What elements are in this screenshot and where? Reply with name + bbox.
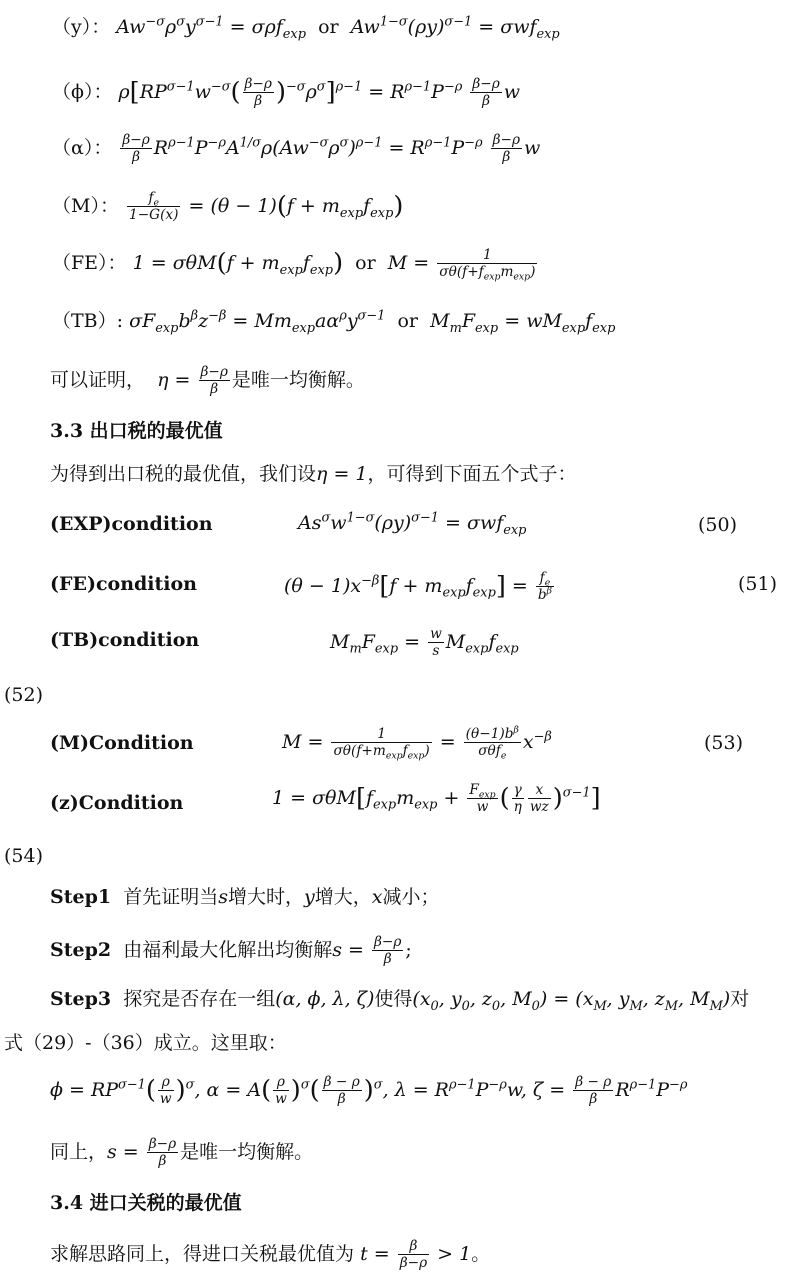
condition-z-equation: $1 = \sigma\theta M[f_{exp}m_{exp}$ + $\frac{F_{exp}}{w}$ ( $\frac{\gamma}{\eta}$ $\frac{x}{wz}$ )$^{\sigma-1}$] [272, 782, 601, 816]
eq-label-phi: （ϕ）： [52, 80, 113, 103]
equation-M: （M）： $\frac{f_e}{1-G(x)}$ = $(\theta - 1)(f + m_{exp}f_{exp})$ [52, 190, 404, 224]
eq-number-54: (54) [4, 845, 44, 867]
condition-tb-equation: $M_mF_{exp}$ = $\frac{w}{s}$ $M_{exp}f_{exp}$ [330, 626, 519, 660]
condition-fe-equation: $(\theta - 1)x^{-\beta}[f + m_{exp}f_{exp}]$ = $\frac{f_e}{b^\beta}$ [284, 570, 553, 604]
eq-label-M: （M）： [52, 194, 119, 217]
condition-m-equation: M = $\frac{1}{\sigma\theta(f+m_{exp}f_{exp})}$ = $\frac{(\theta-1)b^\beta}{\sigma\theta f_e}$ $x^{-\beta}$ [282, 724, 552, 763]
same-line: 同上，s = $\frac{\beta-\rho}{\beta}$ 是唯一均衡解。 [50, 1136, 314, 1170]
step-2: Step2 由福利最大化解出均衡解s = $\frac{\beta-\rho}{\beta}$ ; [50, 934, 412, 968]
step-3-label: Step3 [50, 988, 112, 1010]
eq-number-52: (52) [4, 684, 44, 706]
proof-text-a: 可以证明， [50, 368, 146, 391]
step-2-label: Step2 [50, 938, 112, 961]
section-title-3-4: 3.4 进口关税的最优值 [50, 1192, 242, 1214]
eq-label-TB: （TB）: [52, 310, 124, 332]
equation-y: （y）： $Aw^{-\sigma}\rho^\sigma y^{\sigma-1} = \sigma\rho f_{exp}$ or $Aw^{1-\sigma}(\rho y)^{\sigma-1} = \sigma wf_{exp}$ [52, 14, 560, 42]
section-3-3-intro: 为得到出口税的最优值，我们设η = 1，可得到下面五个式子： [50, 463, 577, 485]
condition-m-label: (M)Condition [50, 732, 194, 754]
eq-number-53: (53) [704, 732, 744, 754]
equation-phi: （ϕ）： $\rho[RP^{\sigma-1}w^{-\sigma}$( $\frac{\beta-\rho}{\beta}$ )$^{-\sigma}\rho^\sigma]^{\rho-1} = R^{\rho-1}P^{-\rho}$ $\frac{\beta-\rho}{\beta}$ w [52, 76, 521, 110]
condition-z-label: (z)Condition [50, 792, 184, 814]
section-title-3-3: 3.3 出口税的最优值 [50, 420, 223, 442]
equation-TB: （TB）: $\sigma F_{exp}b^\beta z^{-\beta} = Mm_{exp}a\alpha^\rho y^{\sigma-1}$ or $M_mF_{exp} = wM_{exp}f_{exp}$ [52, 308, 616, 336]
step-1-label: Step1 [50, 886, 112, 908]
or-text: or [318, 16, 339, 38]
parameter-equation: $\phi = RP^{\sigma-1}$( $\frac{\rho}{w}$ )$^\sigma$, α = A( $\frac{\rho}{w}$ )$^\sigma$( $\frac{\beta - \rho}{\beta}$ )$^\sigma$, $\lambda = R^{\rho-1}P^{-\rho}w$, ζ = $\frac{\beta - \rho}{\beta}$ $R^{\rho-1}P^{-\rho}$ [50, 1074, 688, 1108]
eq-label-FE: （FE）： [52, 251, 127, 274]
section-3-4-text: 求解思路同上，得进口关税最优值为 t = $\frac{\beta}{\beta-\rho}$ > 1。 [50, 1238, 491, 1272]
step-3: Step3 探究是否存在一组(α, ϕ, λ, ζ)使得($x_0$, $y_0$, $z_0$, $M_0) = (x_M$, $y_M$, $z_M$, $M_M$)对 [50, 988, 750, 1014]
eq-label-alpha: （α）： [52, 136, 113, 159]
eq-label-y: （y）： [52, 16, 111, 38]
proof-line: 可以证明， η = $\frac{\beta-\rho}{\beta}$ 是唯一均衡解。 [50, 364, 365, 398]
equation-alpha: （α）： $\frac{\beta-\rho}{\beta}$ $R^{\rho-1}P^{-\rho}A^{1/\sigma}\rho(Aw^{-\sigma}\rho^\sigma)^{\rho-1} = R^{\rho-1}P^{-\rho}$ $\frac{\beta-\rho}{\beta}$ w [52, 132, 541, 166]
condition-tb-label: (TB)condition [50, 629, 200, 651]
condition-exp-equation: $As^\sigma w^{1-\sigma}(\rho y)^{\sigma-1} = \sigma wf_{exp}$ [298, 510, 527, 538]
eq-number-51: (51) [738, 573, 778, 595]
equation-FE: （FE）： $1 = \sigma\theta M(f + m_{exp}f_{exp})$ or M = $\frac{1}{\sigma\theta(f+f_{exp}m_{exp})}$ [52, 247, 536, 284]
proof-text-b: 是唯一均衡解。 [231, 368, 365, 391]
condition-exp-label: (EXP)condition [50, 513, 213, 535]
or-text: or [355, 251, 376, 274]
eq-number-50: (50) [698, 514, 738, 536]
step-1: Step1 首先证明当s增大时，y增大，x减小； [50, 886, 440, 908]
or-text: or [397, 310, 419, 332]
step-3-continued: 式（29）-（36）成立。这里取： [4, 1032, 287, 1054]
condition-fe-label: (FE)condition [50, 573, 197, 595]
